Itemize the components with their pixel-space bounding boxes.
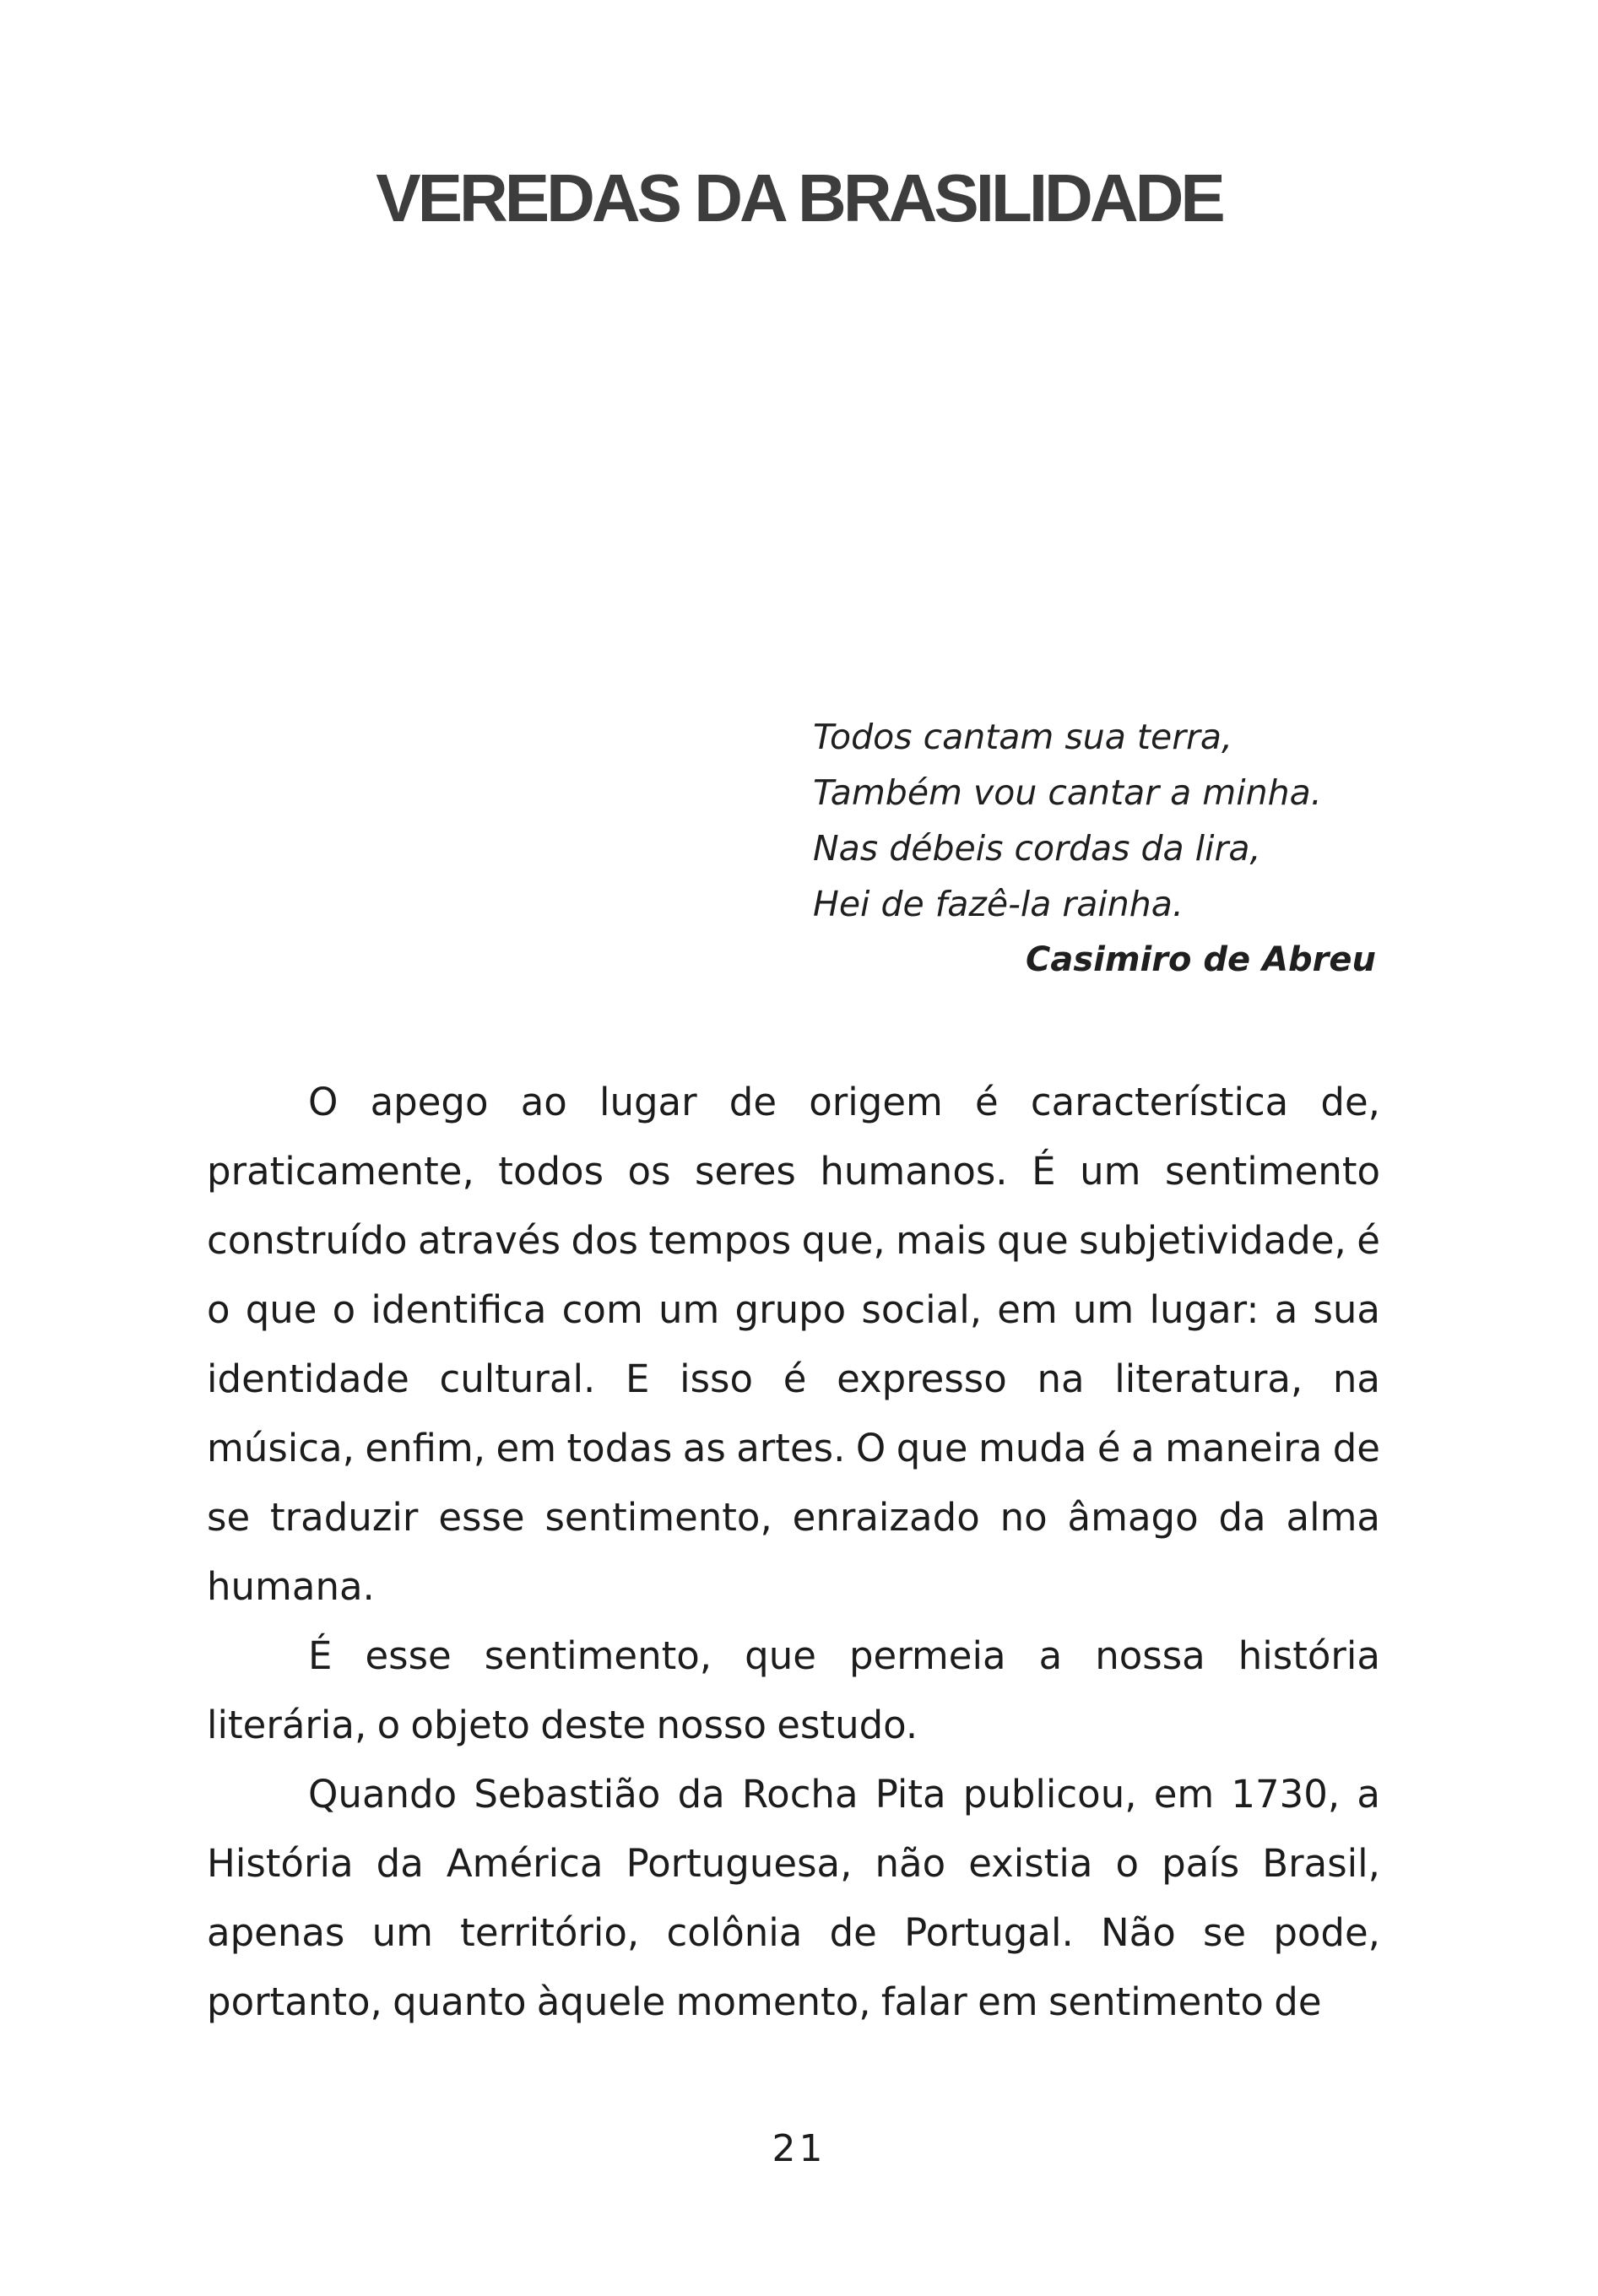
page-number: 21	[772, 2127, 826, 2170]
epigraph	[813, 709, 1379, 988]
body-paragraph: O apego ao lugar de origem é característica de, praticamente, todos os seres humanos. É um sentimento construído através dos tempos que, mais que subjetividade, é o que o identifica com um grupo social, em um lugar: a sua identidade cultural. E isso é expresso na literatura, na música, enfim, em todas as artes. O que muda é a maneira de se traduzir esse sentimento, enraizado no âmago da alma humana.	[207, 1080, 1380, 1609]
epigraph-line: Nas débeis cordas da lira,	[813, 828, 1261, 869]
epigraph-author: Casimiro de Abreu	[1026, 940, 1376, 979]
body-text	[207, 1068, 1380, 2037]
chapter-title: VEREDAS DA BRASILIDADE	[376, 160, 1222, 236]
epigraph-line: Também vou cantar a minha.	[813, 772, 1322, 813]
epigraph-line: Todos cantam sua terra,	[813, 717, 1233, 757]
body-paragraph: É esse sentimento, que permeia a nossa história literária, o objeto deste nosso estudo.	[207, 1633, 1380, 1747]
body-paragraph: Quando Sebastião da Rocha Pita publicou, em 1730, a História da América Portuguesa, não existia o país Brasil, apenas um território, colônia de Portugal. Não se pode, portanto, quanto àquele momento, falar em sentimento de	[207, 1772, 1380, 2024]
epigraph-line: Hei de fazê-la rainha.	[813, 884, 1184, 924]
